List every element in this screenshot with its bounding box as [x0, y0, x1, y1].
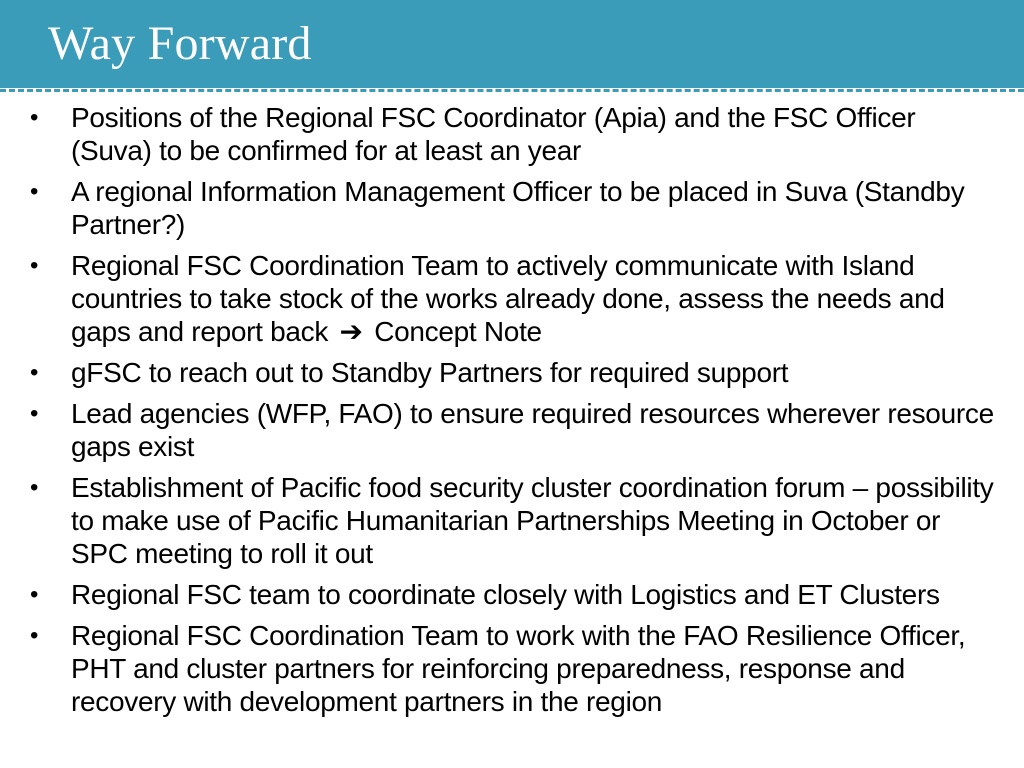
bullet-text: Establishment of Pacific food security cluster coordination forum – possibility to make use of Pacific Humanitarian Partnerships Meeting in October or SPC meeting to roll it out — [71, 472, 994, 569]
bullet-item — [30, 619, 1000, 718]
bullet-icon: • — [30, 581, 39, 608]
bullet-text: gFSC to reach out to Standby Partners for required support — [71, 357, 789, 388]
header-divider — [0, 89, 1024, 92]
bullet-item — [30, 471, 1000, 570]
header-bar — [0, 0, 1024, 88]
bullet-item — [30, 397, 1000, 463]
bullet-icon: • — [30, 622, 39, 649]
bullet-text: Regional FSC Coordination Team to actively communicate with Island countries to take stock of the works already done, assess the needs and gaps and report back — [71, 250, 945, 347]
bullet-item — [30, 249, 1000, 348]
bullet-text: Lead agencies (WFP, FAO) to ensure required resources wherever resource gaps exist — [71, 398, 994, 462]
bullet-item — [30, 101, 1000, 167]
bullet-item — [30, 578, 1000, 611]
bullet-text: Positions of the Regional FSC Coordinator (Apia) and the FSC Officer (Suva) to be confirmed for at least an year — [71, 102, 916, 166]
right-arrow-icon: ➔ — [339, 316, 363, 347]
bullet-icon: • — [30, 474, 39, 501]
bullet-text: A regional Information Management Officer to be placed in Suva (Standby Partner?) — [71, 176, 965, 240]
slide-title: Way Forward — [48, 17, 312, 70]
bullet-icon: • — [30, 400, 39, 427]
bullet-icon: • — [30, 178, 39, 205]
bullet-icon: • — [30, 252, 39, 279]
bullet-arrow-target: Concept Note — [374, 316, 542, 347]
bullet-list — [30, 101, 1000, 726]
bullet-item — [30, 356, 1000, 389]
bullet-text: Regional FSC team to coordinate closely with Logistics and ET Clusters — [71, 579, 940, 610]
bullet-icon: • — [30, 104, 39, 131]
bullet-icon: • — [30, 359, 39, 386]
bullet-text: Regional FSC Coordination Team to work with the FAO Resilience Officer, PHT and cluster partners for reinforcing preparedness, response and recovery with development partners in the region — [71, 620, 966, 717]
bullet-item — [30, 175, 1000, 241]
